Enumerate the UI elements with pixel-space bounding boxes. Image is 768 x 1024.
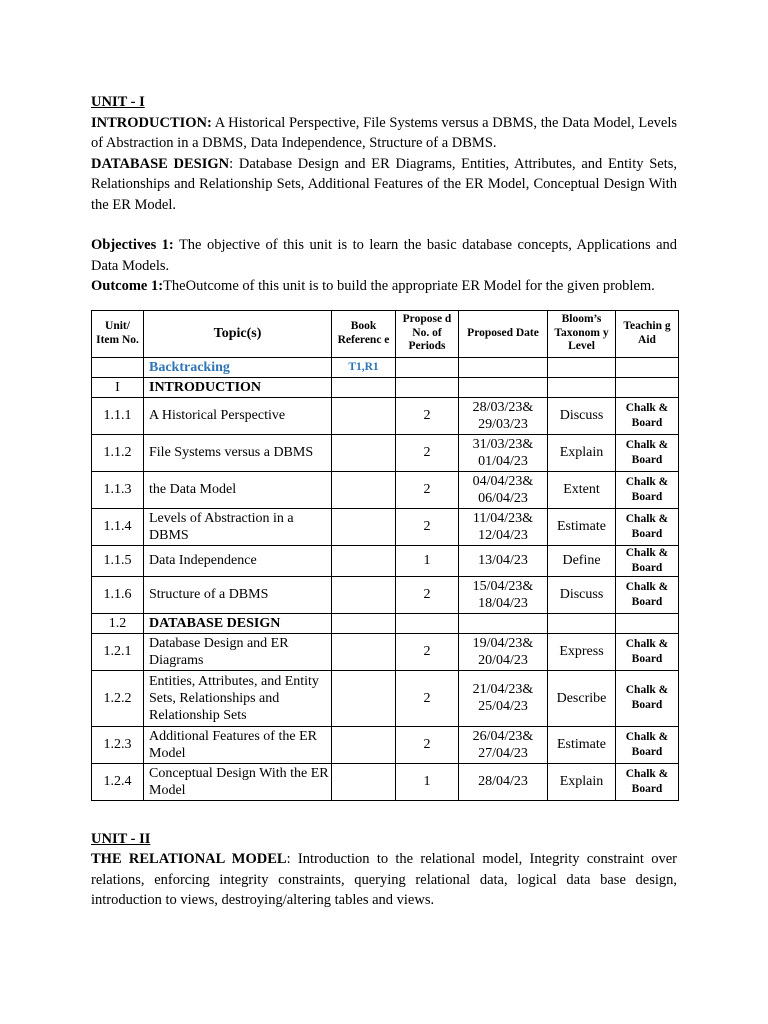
periods-cell: 2 (396, 397, 459, 434)
teaching-aid-cell: Chalk & Board (616, 471, 679, 508)
outcome-text: TheOutcome of this unit is to build the appropriate ER Model for the given problem. (163, 278, 655, 294)
header-blooms-level: Bloom’s Taxonom y Level (548, 310, 616, 357)
periods-cell: 2 (396, 670, 459, 726)
unit1-database-design-paragraph (91, 154, 677, 216)
periods-cell: 1 (396, 763, 459, 800)
teaching-aid-cell: Chalk & Board (616, 545, 679, 576)
table-row (92, 763, 679, 800)
table-row (92, 670, 679, 726)
design-label: DATABASE DESIGN (91, 155, 230, 172)
teaching-aid-cell: Chalk & Board (616, 508, 679, 545)
header-topics: Topic(s) (144, 310, 332, 357)
topic-cell: A Historical Perspective (144, 397, 332, 434)
topic-cell: Levels of Abstraction in a DBMS (144, 508, 332, 545)
item-number: 1.2.3 (92, 726, 144, 763)
date-cell: 28/04/23 (459, 763, 548, 800)
book-reference-cell (332, 434, 396, 471)
bloom-level-cell: Estimate (548, 726, 616, 763)
unit1-introduction-paragraph (91, 113, 677, 154)
date-cell: 21/04/23& 25/04/23 (459, 670, 548, 726)
table-row (92, 576, 679, 613)
book-reference-cell (332, 726, 396, 763)
table-row (92, 508, 679, 545)
header-proposed-date: Proposed Date (459, 310, 548, 357)
header-book-reference: Book Referenc e (332, 310, 396, 357)
date-cell: 28/03/23& 29/03/23 (459, 397, 548, 434)
item-number: 1.1.3 (92, 471, 144, 508)
periods-cell: 1 (396, 545, 459, 576)
header-unit-item-no: Unit/ Item No. (92, 310, 144, 357)
table-row (92, 397, 679, 434)
item-number: 1.1.4 (92, 508, 144, 545)
item-number: 1.1.6 (92, 576, 144, 613)
document-page (91, 92, 677, 911)
table-row (92, 726, 679, 763)
section-row-database-design (92, 613, 679, 633)
teaching-aid-cell: Chalk & Board (616, 670, 679, 726)
item-number: 1.2.1 (92, 633, 144, 670)
periods-cell: 2 (396, 508, 459, 545)
periods-cell: 2 (396, 576, 459, 613)
section-title: INTRODUCTION (144, 377, 332, 397)
topic-cell: Structure of a DBMS (144, 576, 332, 613)
topic-cell: Additional Features of the ER Model (144, 726, 332, 763)
teaching-aid-cell: Chalk & Board (616, 763, 679, 800)
bloom-level-cell: Explain (548, 763, 616, 800)
book-reference-cell (332, 763, 396, 800)
date-cell: 15/04/23& 18/04/23 (459, 576, 548, 613)
date-cell: 31/03/23& 01/04/23 (459, 434, 548, 471)
intro-text: A Historical Perspective, File Systems versus a DBMS, the Data Model, Levels of Abstraction in a DBMS, Data Independence, Structure of a DBMS. (91, 114, 677, 151)
item-number: 1.1.1 (92, 397, 144, 434)
bloom-level-cell: Discuss (548, 576, 616, 613)
outcome-label: Outcome 1: (91, 278, 164, 294)
table-header-row (92, 310, 679, 357)
section-row-introduction (92, 377, 679, 397)
bloom-level-cell: Extent (548, 471, 616, 508)
item-number: 1.2.4 (92, 763, 144, 800)
table-row (92, 471, 679, 508)
bloom-level-cell: Estimate (548, 508, 616, 545)
header-proposed-periods: Propose d No. of Periods (396, 310, 459, 357)
periods-cell: 2 (396, 633, 459, 670)
topic-cell: Entities, Attributes, and Entity Sets, Relationships and Relationship Sets (144, 670, 332, 726)
design-text: : Database Design and ER Diagrams, Entities, Attributes, and Entity Sets, Relationships and Relationship Sets, Additional Features of the ER Model, Conceptual Design With the ER Model. (91, 155, 677, 213)
relational-model-label: THE RELATIONAL MODEL (91, 851, 287, 867)
date-cell: 13/04/23 (459, 545, 548, 576)
table-row (92, 434, 679, 471)
backtracking-book-reference: T1,R1 (332, 357, 396, 377)
teaching-aid-cell: Chalk & Board (616, 397, 679, 434)
book-reference-cell (332, 545, 396, 576)
item-number: 1.1.2 (92, 434, 144, 471)
item-number: 1.1.5 (92, 545, 144, 576)
bloom-level-cell: Explain (548, 434, 616, 471)
header-teaching-aid: Teachin g Aid (616, 310, 679, 357)
table-row (92, 633, 679, 670)
item-number: 1.2.2 (92, 670, 144, 726)
relational-model-text: : Introduction to the relational model, Integrity constraint over relations, enforcing integrity constraints, querying relational data, logical data base design, introduction to views, destroying/altering tables and views. (91, 851, 677, 908)
bloom-level-cell: Define (548, 545, 616, 576)
table-row (92, 545, 679, 576)
book-reference-cell (332, 670, 396, 726)
objectives-text: The objective of this unit is to learn the basic database concepts, Applications and Data Models. (91, 237, 678, 274)
backtracking-topic: Backtracking (144, 357, 332, 377)
teaching-aid-cell: Chalk & Board (616, 576, 679, 613)
bloom-level-cell: Express (548, 633, 616, 670)
book-reference-cell (332, 397, 396, 434)
teaching-aid-cell: Chalk & Board (616, 633, 679, 670)
unit2-heading: UNIT - II (91, 830, 151, 847)
unit2-relational-model-paragraph (91, 849, 677, 911)
date-cell: 26/04/23& 27/04/23 (459, 726, 548, 763)
book-reference-cell (332, 576, 396, 613)
topic-cell: Conceptual Design With the ER Model (144, 763, 332, 800)
periods-cell: 2 (396, 434, 459, 471)
book-reference-cell (332, 633, 396, 670)
date-cell: 04/04/23& 06/04/23 (459, 471, 548, 508)
date-cell: 19/04/23& 20/04/23 (459, 633, 548, 670)
bloom-level-cell: Discuss (548, 397, 616, 434)
teaching-aid-cell: Chalk & Board (616, 726, 679, 763)
backtracking-row (92, 357, 679, 377)
outcome-paragraph (91, 276, 677, 297)
bloom-level-cell: Describe (548, 670, 616, 726)
topic-cell: the Data Model (144, 471, 332, 508)
unit1-heading: UNIT - I (91, 94, 145, 110)
topic-cell: Database Design and ER Diagrams (144, 633, 332, 670)
intro-label: INTRODUCTION: (91, 114, 212, 131)
objectives-label: Objectives 1: (91, 237, 174, 253)
periods-cell: 2 (396, 471, 459, 508)
topic-cell: File Systems versus a DBMS (144, 434, 332, 471)
date-cell: 11/04/23& 12/04/23 (459, 508, 548, 545)
teaching-aid-cell: Chalk & Board (616, 434, 679, 471)
section-number: 1.2 (92, 613, 144, 633)
unit2-section (91, 829, 677, 911)
book-reference-cell (332, 508, 396, 545)
section-number: I (92, 377, 144, 397)
objectives-paragraph (91, 235, 677, 276)
section-title: DATABASE DESIGN (144, 613, 332, 633)
lesson-plan-table (91, 310, 679, 801)
book-reference-cell (332, 471, 396, 508)
topic-cell: Data Independence (144, 545, 332, 576)
periods-cell: 2 (396, 726, 459, 763)
